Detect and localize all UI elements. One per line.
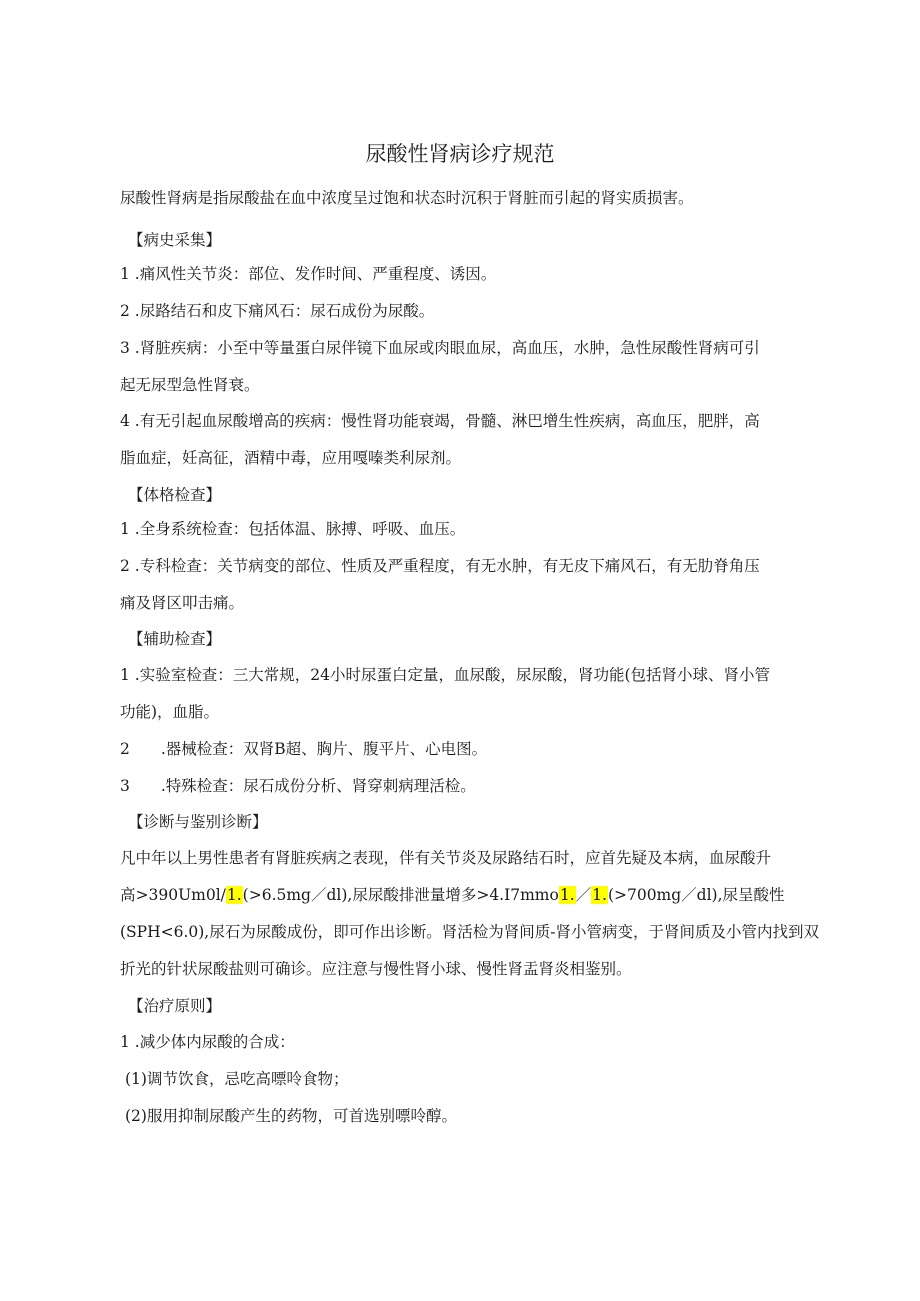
- history-heading: 【病史采集】: [128, 231, 222, 249]
- exam-item-2-line-1: 2 .专科检查：关节病变的部位、性质及严重程度，有无水肿，有无皮下痛风石，有无肋脊角压: [120, 557, 760, 575]
- exam-item-2-line-2: 痛及肾区叩击痛。: [120, 594, 245, 612]
- exam-item-1: 1 .全身系统检查：包括体温、脉搏、呼吸、血压。: [120, 520, 466, 538]
- treat-heading: 【治疗原则】: [128, 997, 222, 1015]
- history-item-2: 2 .尿路结石和皮下痛风石：尿石成份为尿酸。: [120, 302, 435, 320]
- intro-paragraph: 尿酸性肾病是指尿酸盐在血中浓度呈过饱和状态时沉积于肾脏而引起的肾实质损害。: [120, 189, 694, 207]
- highlighted-text: 1.: [559, 886, 575, 904]
- highlighted-text: 1.: [226, 886, 242, 904]
- aux-item-3: 3 .特殊检查：尿石成份分析、肾穿刺病理活检。: [120, 777, 476, 795]
- diag-line-4: 折光的针状尿酸盐则可确诊。应注意与慢性肾小球、慢性肾盂肾炎相鉴别。: [120, 960, 632, 978]
- diag-line-1: 凡中年以上男性患者有肾脏疾病之表现，伴有关节炎及尿路结石时，应首先疑及本病，血尿酸升: [120, 849, 772, 867]
- history-item-4-line-1: 4 .有无引起血尿酸增高的疾病：慢性肾功能衰竭，骨髓、淋巴增生性疾病，高血压，肥胖，高: [120, 412, 760, 430]
- aux-item-2: 2 .器械检查：双肾B超、胸片、腹平片、心电图。: [120, 740, 488, 758]
- treat-item-1: 1 .减少体内尿酸的合成：: [120, 1033, 295, 1051]
- diag-line-2-part-3: ／: [575, 886, 592, 904]
- diag-line-2-part-2: (>6.5mg／dl),尿尿酸排泄量增多>4.I7mmo: [242, 886, 559, 904]
- treat-subitem-2: (2)服用抑制尿酸产生的药物，可首选别嘌呤醇。: [125, 1107, 457, 1125]
- diag-heading: 【诊断与鉴别诊断】: [128, 813, 268, 831]
- diag-line-2: [120, 884, 785, 906]
- diag-line-2-part-4: (>700mg／dl),尿呈酸性: [607, 886, 785, 904]
- aux-item-1-line-2: 功能)，血脂。: [120, 703, 220, 721]
- history-item-3-line-1: 3 .肾脏疾病：小至中等量蛋白尿伴镜下血尿或肉眼血尿，高血压，水肿，急性尿酸性肾病可引: [120, 339, 760, 357]
- history-item-3-line-2: 起无尿型急性肾衰。: [120, 376, 260, 394]
- history-item-1: 1 .痛风性关节炎：部位、发作时间、严重程度、诱因。: [120, 265, 497, 283]
- history-item-4-line-2: 脂血症，妊高征，酒精中毒，应用嘎嗪类利尿剂。: [120, 449, 462, 467]
- aux-item-1-line-1: 1 .实验室检查：三大常规，24小时尿蛋白定量，血尿酸，尿尿酸，肾功能(包括肾小球、肾小管: [120, 666, 770, 684]
- exam-heading: 【体格检查】: [128, 486, 222, 504]
- aux-heading: 【辅助检查】: [128, 630, 222, 648]
- page-title: 尿酸性肾病诊疗规范: [365, 142, 555, 166]
- diag-line-2-part-1: 高>390Um0l/: [120, 886, 226, 904]
- highlighted-text: 1.: [592, 886, 607, 904]
- treat-subitem-1: (1)调节饮食，忌吃高嘌呤食物；: [125, 1070, 349, 1088]
- diag-line-3: (SPH<6.0),尿石为尿酸成份，即可作出诊断。肾活检为肾间质-肾小管病变，于肾间质及小管内找到双: [120, 923, 819, 941]
